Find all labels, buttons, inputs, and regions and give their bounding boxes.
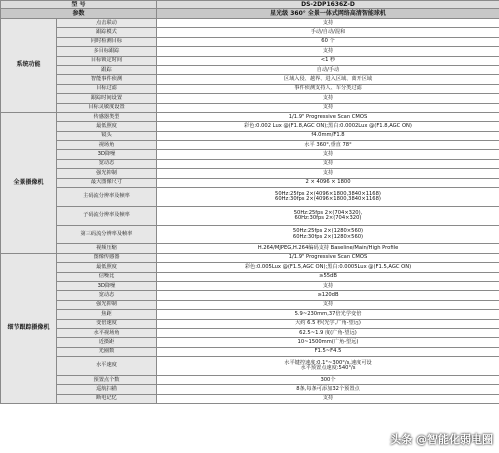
param-value: 支持 [157,281,499,290]
table-row [1,244,499,253]
table-row [1,338,499,347]
table-row [1,300,499,309]
table-row [1,272,499,281]
param-value: 支持 [157,47,499,56]
table-row [1,178,499,187]
table-row [1,310,499,319]
table-row [1,281,499,290]
param-value: 支持 [157,19,499,28]
param-value: 5.9~230mm,37倍光学变倍 [157,310,499,319]
section-name: 全景摄像机 [1,112,57,253]
table-row [1,253,499,262]
param-name: 近摄距 [57,338,157,347]
param-name: 信噪比 [57,272,157,281]
table-row [1,131,499,140]
param-name: 宽动态 [57,291,157,300]
param-name: 跟踪时间设置 [57,94,157,103]
param-name: 巡航扫描 [57,385,157,394]
param-value: 50Hz:25fps 2×(1280×560) 60Hz:30fps 2×(1280×560) [157,225,499,244]
param-name: 视频压缩 [57,244,157,253]
param-value: 支持 [157,103,499,112]
param-value: f4.0mm/F1.8 [157,131,499,140]
table-row [1,94,499,103]
param-name: 智能事件侦测 [57,75,157,84]
param-name: 光圈数 [57,347,157,356]
param-name: 最大图像尺寸 [57,178,157,187]
param-name: 最低照度 [57,122,157,131]
param-value: 水平键控速度:0.1°~300°/s,速度可设 水平预置点速度:540°/s [157,357,499,376]
param-value: ≥120dB [157,291,499,300]
param-value: 60 个 [157,37,499,46]
param-value: 自动/手动 [157,65,499,74]
table-row [1,150,499,159]
param-value: 彩色:0.005Lux @(F1.5,AGC ON);黑白:0.0005Lux @(F1.5,AGC ON) [157,263,499,272]
param-name: 强光抑制 [57,169,157,178]
model-label: 型 号 [1,1,157,9]
table-row [1,112,499,121]
table-row [1,19,499,28]
param-name: 断电记忆 [57,394,157,403]
param-value: 10~1500mm(广角-望远) [157,338,499,347]
param-name: 宽动态 [57,159,157,168]
param-value: 支持 [157,394,499,403]
param-value: 2 × 4096 × 1800 [157,178,499,187]
param-name: 3D降噪 [57,150,157,159]
watermark: 头条 @智能化弱电圈 [390,433,493,446]
param-value: F1.5~F4.5 [157,347,499,356]
param-name: 同时检测目标 [57,37,157,46]
param-value: 支持 [157,159,499,168]
param-name: 水平速度 [57,357,157,376]
section-name: 系统功能 [1,19,57,113]
param-name: 跟踪模式 [57,28,157,37]
table-row [1,75,499,84]
product-title: 星光级 360° 全景一体式网络高清智能球机 [157,9,499,19]
table-row [1,84,499,93]
param-name: 传感器类型 [57,112,157,121]
param-name: 子码流分辨率及帧率 [57,206,157,225]
param-value: 手动/自动/混和 [157,28,499,37]
section-name: 细节跟踪摄像机 [1,253,57,403]
param-name: 目标灵敏度设置 [57,103,157,112]
param-value: 彩色:0.002 Lux @(F1.8,AGC ON);黑白:0.0002Lux @(F1.8,AGC ON) [157,122,499,131]
param-name: 预置点个数 [57,375,157,384]
table-row [1,159,499,168]
param-value: 支持 [157,94,499,103]
param-name: 目标过滤 [57,84,157,93]
param-name: 强光抑制 [57,300,157,309]
param-name: 焦距 [57,310,157,319]
table-row [1,141,499,150]
param-name: 最低照度 [57,263,157,272]
param-value: <1 秒 [157,56,499,65]
param-name: 3D降噪 [57,281,157,290]
param-value: 支持 [157,300,499,309]
param-name: 水平视场角 [57,328,157,337]
table-row [1,122,499,131]
param-value: 1/1.9" Progressive Scan CMOS [157,253,499,262]
param-value: 区域入侵、越界、进入区域、离开区域 [157,75,499,84]
table-row [1,291,499,300]
param-value: H.264/MJPEG,H.264编码支持 Baseline/Main/High Profile [157,244,499,253]
table-row [1,394,499,403]
param-name: 主码流分辨率及帧率 [57,188,157,207]
table-row [1,375,499,384]
param-value: ≥55dB [157,272,499,281]
param-value: 8条,每条可添加32个预置点 [157,385,499,394]
table-row [1,103,499,112]
param-value: 50Hz:25fps 2×(704×320), 60Hz:30fps 2×(704×320) [157,206,499,225]
param-value: 支持 [157,169,499,178]
table-row [1,206,499,225]
param-name: 跟踪 [57,65,157,74]
table-row [1,188,499,207]
param-value: 62.5~1.9 度(广角-望远) [157,328,499,337]
table-row [1,169,499,178]
table-row [1,328,499,337]
param-value: 大约 6.5 秒(光学,广角-望远) [157,319,499,328]
table-row [1,357,499,376]
table-row [1,319,499,328]
param-value: 事件侦测支持人、车分类过滤 [157,84,499,93]
model-number: DS-2DP1636Z-D [157,1,499,9]
param-value: 1/1.9" Progressive Scan CMOS [157,112,499,121]
param-label: 参数 [1,9,157,19]
param-name: 图像传感器 [57,253,157,262]
param-name: 变倍速度 [57,319,157,328]
param-value: 300个 [157,375,499,384]
table-row [1,385,499,394]
param-value: 支持 [157,150,499,159]
param-name: 第三码流分辨率及帧率 [57,225,157,244]
table-row [1,225,499,244]
param-name: 目标锁定时间 [57,56,157,65]
table-row [1,65,499,74]
param-name: 镜头 [57,131,157,140]
param-name: 多目标跟踪 [57,47,157,56]
table-row [1,347,499,356]
table-row [1,56,499,65]
param-value: 水平 360°,垂直 78° [157,141,499,150]
table-row [1,37,499,46]
table-row [1,47,499,56]
param-name: 视场角 [57,141,157,150]
param-name: 点击联动 [57,19,157,28]
table-row [1,28,499,37]
table-row [1,263,499,272]
param-value: 50Hz:25fps 2×(4096×1800,3840×1168) 60Hz:30fps 2×(4096×1800,3840×1168) [157,188,499,207]
